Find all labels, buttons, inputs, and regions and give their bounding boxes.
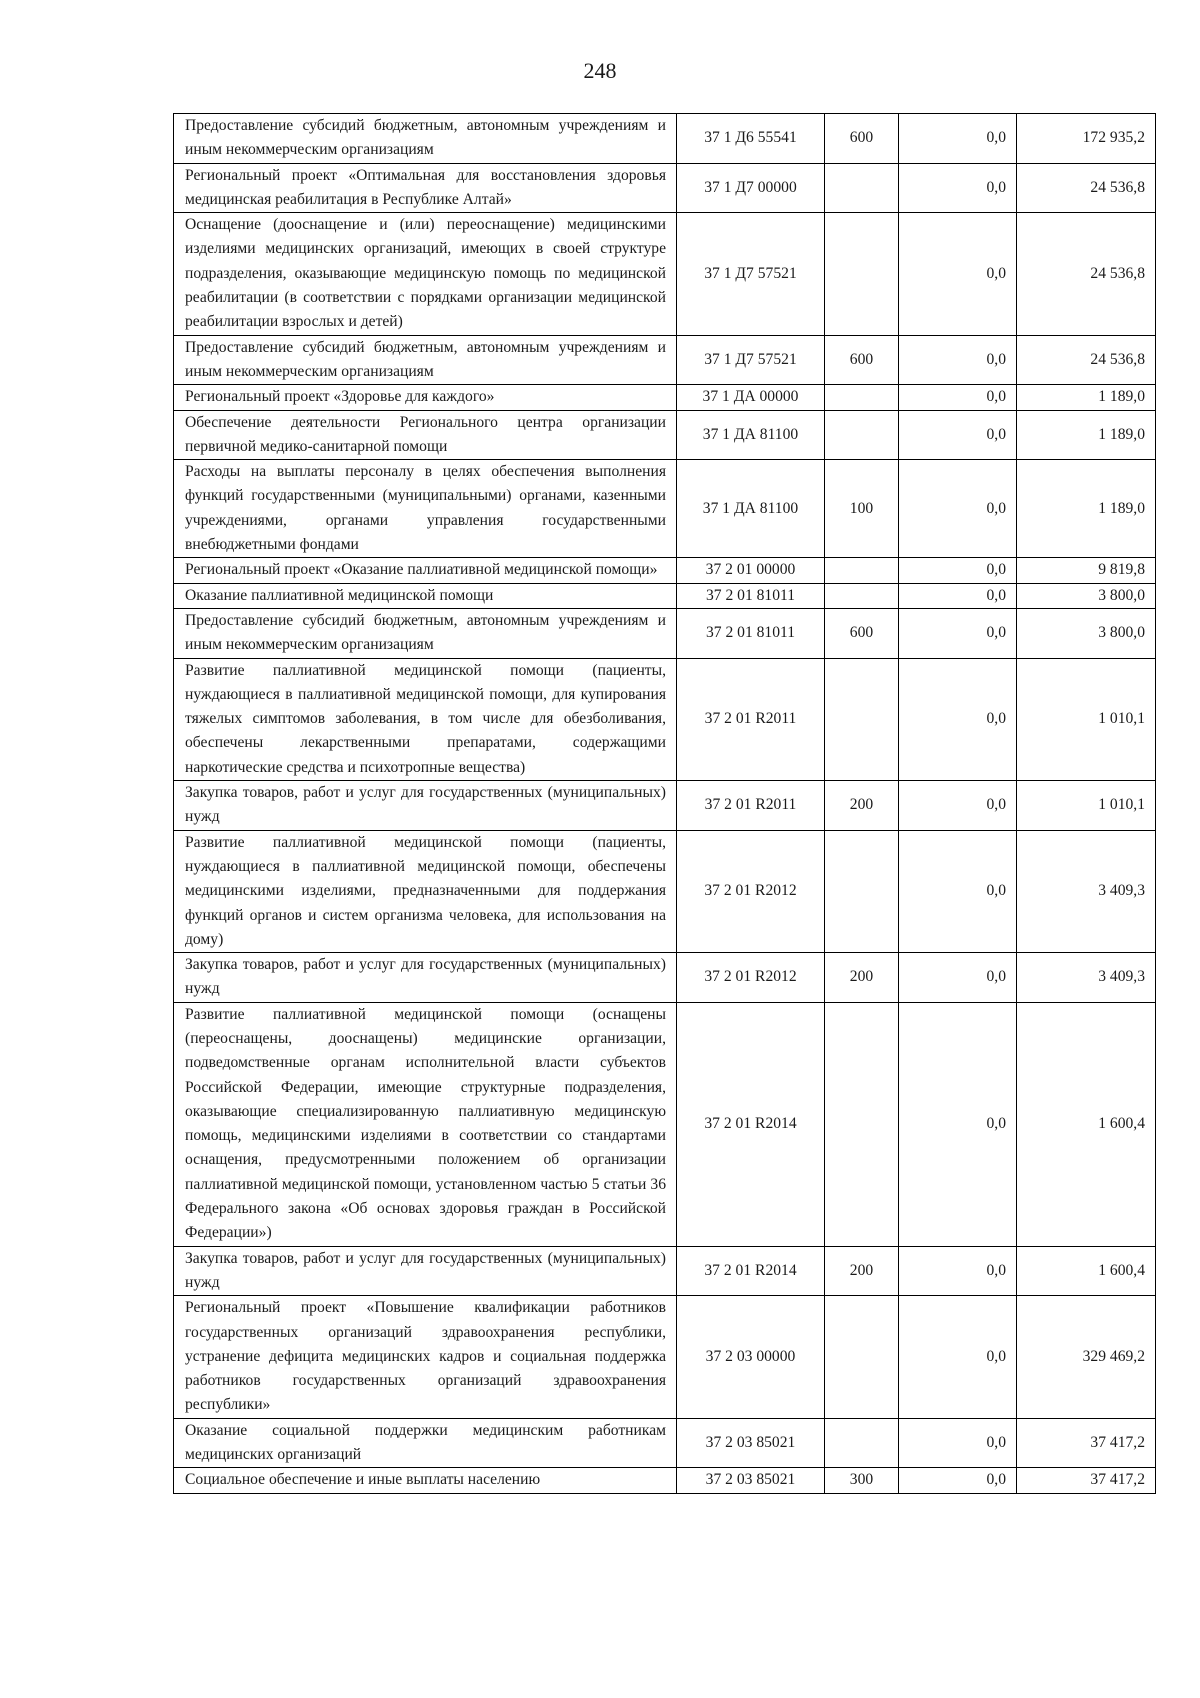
table-row <box>174 163 1156 213</box>
target-article-code: 37 2 01 R2011 <box>677 781 825 831</box>
amount-2: 1 600,4 <box>1017 1246 1156 1296</box>
expense-name: Социальное обеспечение и иные выплаты населению <box>174 1468 677 1493</box>
expense-type-code <box>825 410 899 460</box>
expense-type-code <box>825 830 899 952</box>
target-article-code: 37 1 Д7 57521 <box>677 213 825 335</box>
amount-1: 0,0 <box>899 658 1017 780</box>
expense-name: Региональный проект «Повышение квалификации работников государственных организаций здравоохранения республики, устранение дефицита медицинских кадров и социальная поддержка работников государственных организаций здравоохранения республики» <box>174 1296 677 1418</box>
target-article-code: 37 1 ДА 81100 <box>677 460 825 558</box>
table-row <box>174 558 1156 583</box>
target-article-code: 37 2 01 R2012 <box>677 830 825 952</box>
page-number: 248 <box>583 58 617 83</box>
target-article-code: 37 2 01 R2012 <box>677 953 825 1003</box>
table-row <box>174 658 1156 780</box>
target-article-code: 37 1 ДА 00000 <box>677 385 825 410</box>
target-article-code: 37 1 ДА 81100 <box>677 410 825 460</box>
table-row <box>174 1002 1156 1246</box>
amount-1: 0,0 <box>899 213 1017 335</box>
amount-1: 0,0 <box>899 953 1017 1003</box>
budget-table <box>173 113 1156 1494</box>
target-article-code: 37 2 01 R2011 <box>677 658 825 780</box>
expense-name: Предоставление субсидий бюджетным, автономным учреждениям и иным некоммерческим организациям <box>174 114 677 164</box>
target-article-code: 37 2 01 00000 <box>677 558 825 583</box>
amount-1: 0,0 <box>899 608 1017 658</box>
amount-1: 0,0 <box>899 163 1017 213</box>
amount-2: 3 409,3 <box>1017 953 1156 1003</box>
amount-2: 24 536,8 <box>1017 163 1156 213</box>
amount-2: 24 536,8 <box>1017 335 1156 385</box>
expense-type-code <box>825 658 899 780</box>
expense-type-code <box>825 163 899 213</box>
expense-name: Региональный проект «Оказание паллиативной медицинской помощи» <box>174 558 677 583</box>
amount-1: 0,0 <box>899 114 1017 164</box>
amount-2: 3 800,0 <box>1017 608 1156 658</box>
amount-1: 0,0 <box>899 1468 1017 1493</box>
expense-name: Региональный проект «Здоровье для каждого» <box>174 385 677 410</box>
expense-type-code: 600 <box>825 114 899 164</box>
expense-type-code: 200 <box>825 1246 899 1296</box>
amount-1: 0,0 <box>899 1246 1017 1296</box>
amount-2: 3 409,3 <box>1017 830 1156 952</box>
amount-2: 37 417,2 <box>1017 1468 1156 1493</box>
amount-2: 172 935,2 <box>1017 114 1156 164</box>
expense-type-code <box>825 1002 899 1246</box>
amount-2: 329 469,2 <box>1017 1296 1156 1418</box>
expense-name: Оснащение (дооснащение и (или) переоснащение) медицинскими изделиями медицинских организаций, имеющих в своей структуре подразделения, оказывающие медицинскую помощь по медицинской реабилитации (в соответствии с порядками организации медицинской реабилитации взрослых и детей) <box>174 213 677 335</box>
expense-type-code: 100 <box>825 460 899 558</box>
amount-1: 0,0 <box>899 335 1017 385</box>
amount-2: 1 189,0 <box>1017 385 1156 410</box>
expense-name: Развитие паллиативной медицинской помощи (пациенты, нуждающиеся в паллиативной медицинской помощи, для купирования тяжелых симптомов заболевания, в том числе для обезболивания, обеспечены лекарственными препаратами, содержащими наркотические средства и психотропные вещества) <box>174 658 677 780</box>
amount-1: 0,0 <box>899 385 1017 410</box>
amount-2: 1 010,1 <box>1017 658 1156 780</box>
table-row <box>174 781 1156 831</box>
target-article-code: 37 2 03 85021 <box>677 1418 825 1468</box>
expense-name: Оказание социальной поддержки медицинским работникам медицинских организаций <box>174 1418 677 1468</box>
table-row <box>174 410 1156 460</box>
table-row <box>174 583 1156 608</box>
amount-1: 0,0 <box>899 1296 1017 1418</box>
target-article-code: 37 1 Д7 00000 <box>677 163 825 213</box>
expense-type-code: 300 <box>825 1468 899 1493</box>
amount-1: 0,0 <box>899 410 1017 460</box>
table-row <box>174 1468 1156 1493</box>
amount-2: 1 600,4 <box>1017 1002 1156 1246</box>
target-article-code: 37 2 01 R2014 <box>677 1246 825 1296</box>
expense-type-code <box>825 558 899 583</box>
table-row <box>174 953 1156 1003</box>
target-article-code: 37 2 03 00000 <box>677 1296 825 1418</box>
expense-type-code <box>825 213 899 335</box>
amount-1: 0,0 <box>899 1002 1017 1246</box>
target-article-code: 37 2 01 81011 <box>677 583 825 608</box>
amount-2: 1 189,0 <box>1017 460 1156 558</box>
expense-type-code <box>825 1418 899 1468</box>
budget-table-body <box>174 114 1156 1494</box>
expense-type-code <box>825 1296 899 1418</box>
amount-2: 9 819,8 <box>1017 558 1156 583</box>
table-row <box>174 114 1156 164</box>
amount-1: 0,0 <box>899 781 1017 831</box>
amount-1: 0,0 <box>899 1418 1017 1468</box>
expense-name: Развитие паллиативной медицинской помощи (оснащены (переоснащены, дооснащены) медицинские организации, подведомственные органам исполнительной власти субъектов Российской Федерации, имеющие структурные подразделения, оказывающие специализированную паллиативную медицинскую помощь, медицинскими изделиями в соответствии со стандартами оснащения, предусмотренными положением об организации паллиативной медицинской помощи, установленном частью 5 статьи 36 Федерального закона «Об основах здоровья граждан в Российской Федерации») <box>174 1002 677 1246</box>
expense-name: Обеспечение деятельности Регионального центра организации первичной медико-санитарной помощи <box>174 410 677 460</box>
expense-name: Расходы на выплаты персоналу в целях обеспечения выполнения функций государственными (муниципальными) органами, казенными учреждениями, органами управления государственными внебюджетными фондами <box>174 460 677 558</box>
expense-name: Предоставление субсидий бюджетным, автономным учреждениям и иным некоммерческим организациям <box>174 335 677 385</box>
table-row <box>174 460 1156 558</box>
table-row <box>174 1296 1156 1418</box>
expense-type-code <box>825 583 899 608</box>
expense-name: Развитие паллиативной медицинской помощи (пациенты, нуждающиеся в паллиативной медицинской помощи, обеспечены медицинскими изделиями, предназначенными для поддержания функций органов и систем организма человека, для использования на дому) <box>174 830 677 952</box>
target-article-code: 37 1 Д6 55541 <box>677 114 825 164</box>
table-row <box>174 1418 1156 1468</box>
amount-2: 1 189,0 <box>1017 410 1156 460</box>
expense-type-code <box>825 385 899 410</box>
expense-type-code: 600 <box>825 608 899 658</box>
table-row <box>174 608 1156 658</box>
amount-2: 37 417,2 <box>1017 1418 1156 1468</box>
expense-name: Закупка товаров, работ и услуг для государственных (муниципальных) нужд <box>174 953 677 1003</box>
expense-name: Закупка товаров, работ и услуг для государственных (муниципальных) нужд <box>174 781 677 831</box>
amount-1: 0,0 <box>899 830 1017 952</box>
table-row <box>174 335 1156 385</box>
table-row <box>174 385 1156 410</box>
expense-name: Предоставление субсидий бюджетным, автономным учреждениям и иным некоммерческим организациям <box>174 608 677 658</box>
table-row <box>174 1246 1156 1296</box>
expense-type-code: 200 <box>825 781 899 831</box>
expense-type-code: 200 <box>825 953 899 1003</box>
expense-name: Закупка товаров, работ и услуг для государственных (муниципальных) нужд <box>174 1246 677 1296</box>
amount-2: 3 800,0 <box>1017 583 1156 608</box>
target-article-code: 37 2 01 81011 <box>677 608 825 658</box>
target-article-code: 37 2 01 R2014 <box>677 1002 825 1246</box>
table-row <box>174 830 1156 952</box>
amount-1: 0,0 <box>899 460 1017 558</box>
amount-1: 0,0 <box>899 583 1017 608</box>
expense-name: Оказание паллиативной медицинской помощи <box>174 583 677 608</box>
table-row <box>174 213 1156 335</box>
amount-1: 0,0 <box>899 558 1017 583</box>
amount-2: 1 010,1 <box>1017 781 1156 831</box>
expense-type-code: 600 <box>825 335 899 385</box>
amount-2: 24 536,8 <box>1017 213 1156 335</box>
target-article-code: 37 2 03 85021 <box>677 1468 825 1493</box>
expense-name: Региональный проект «Оптимальная для восстановления здоровья медицинская реабилитация в Республике Алтай» <box>174 163 677 213</box>
target-article-code: 37 1 Д7 57521 <box>677 335 825 385</box>
